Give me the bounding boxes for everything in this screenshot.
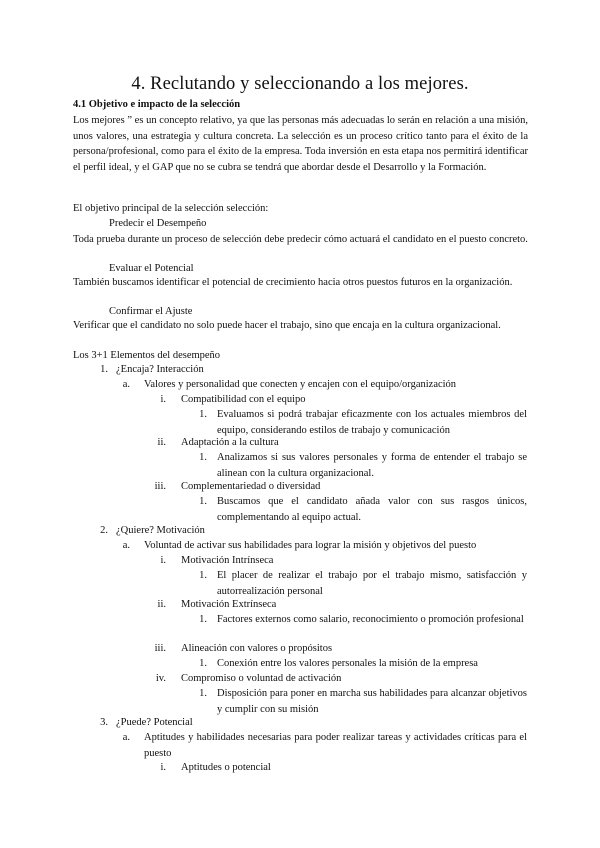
objectives-lead: El objetivo principal de la selección selección: [73, 203, 269, 214]
list-number: 1. [199, 452, 207, 463]
list-letter: a. [122, 379, 130, 390]
point-title: Complementariedad o diversidad [181, 481, 321, 492]
objective-text: También buscamos identificar el potencial de crecimiento hacia otros puestos futuros en la organización. [73, 277, 513, 288]
point-detail: Analizamos si sus valores personales y forma de entender el trabajo se alinean con la cultura organizacional. [217, 452, 527, 479]
objective-text: Toda prueba durante un proceso de selección debe predecir cómo actuará el candidato en el puesto concreto. [73, 234, 528, 245]
point-detail: Buscamos que el candidato añada valor con sus rasgos únicos, complementando al equipo actual. [217, 496, 527, 523]
objective-text: Verificar que el candidato no solo puede hacer el trabajo, sino que encaja en la cultura organizacional. [73, 320, 501, 331]
list-roman: iii. [154, 481, 166, 492]
point-title: Motivación Extrínseca [181, 599, 277, 610]
list-roman: i. [160, 555, 166, 566]
element-title: ¿Puede? Potencial [116, 717, 193, 728]
list-number: 1. [100, 364, 108, 375]
point-title: Motivación Intrínseca [181, 555, 274, 566]
element-title: ¿Quiere? Motivación [116, 525, 205, 536]
element-title: ¿Encaja? Interacción [116, 364, 204, 375]
point-title: Compatibilidad con el equipo [181, 394, 306, 405]
list-number: 1. [199, 658, 207, 669]
intro-paragraph: Los mejores ” es un concepto relativo, ya que las personas más adecuadas lo serán en relación a una misión, unos valores, una estrategia y cultura concreta. La selección es un proceso crítico tanto para el éxito de la persona/profesional, como para el éxito de la empresa. Toda inversión en esta etapa nos permitirá identificar el perfil ideal, y el GAP que no se cubra se tendrá que abordar desde el Desarrollo y la Formación. [73, 115, 528, 173]
element-subtitle: Voluntad de activar sus habilidades para lograr la misión y objetivos del puesto [144, 540, 477, 551]
point-title: Aptitudes o potencial [181, 762, 271, 773]
point-title: Compromiso o voluntad de activación [181, 673, 342, 684]
list-letter: a. [122, 540, 130, 551]
list-number: 1. [199, 570, 207, 581]
point-title: Adaptación a la cultura [181, 437, 279, 448]
list-roman: ii. [157, 599, 166, 610]
objective-label: Predecir el Desempeño [109, 218, 207, 229]
list-roman: iv. [155, 673, 166, 684]
list-roman: i. [160, 394, 166, 405]
point-detail: Evaluamos si podrá trabajar eficazmente con los actuales miembros del equipo, considerando estilos de trabajo y comunicación [217, 409, 527, 436]
element-subtitle: Aptitudes y habilidades necesarias para poder realizar tareas y actividades críticas para el puesto [144, 732, 527, 759]
list-number: 1. [199, 409, 207, 420]
page-title: 4. Reclutando y seleccionando a los mejores. [131, 74, 469, 94]
list-number: 1. [199, 496, 207, 507]
point-detail: Disposición para poner en marcha sus habilidades para alcanzar objetivos y cumplir con su misión [217, 688, 527, 715]
point-detail: Factores externos como salario, reconocimiento o promoción profesional [217, 614, 524, 625]
objective-label: Evaluar el Potencial [109, 263, 194, 274]
list-letter: a. [122, 732, 130, 743]
list-roman: ii. [157, 437, 166, 448]
elements-heading: Los 3+1 Elementos del desempeño [73, 350, 221, 361]
list-roman: iii. [154, 643, 166, 654]
list-number: 1. [199, 688, 207, 699]
point-detail: El placer de realizar el trabajo por el trabajo mismo, satisfacción y autorrealización personal [217, 570, 527, 597]
point-detail: Conexión entre los valores personales la misión de la empresa [217, 658, 478, 669]
list-number: 2. [100, 525, 108, 536]
list-roman: i. [160, 762, 166, 773]
objective-label: Confirmar el Ajuste [109, 306, 193, 317]
section-heading: 4.1 Objetivo e impacto de la selección [73, 99, 241, 110]
list-number: 3. [100, 717, 108, 728]
point-title: Alineación con valores o propósitos [181, 643, 333, 654]
element-subtitle: Valores y personalidad que conecten y encajen con el equipo/organización [144, 379, 457, 390]
list-number: 1. [199, 614, 207, 625]
